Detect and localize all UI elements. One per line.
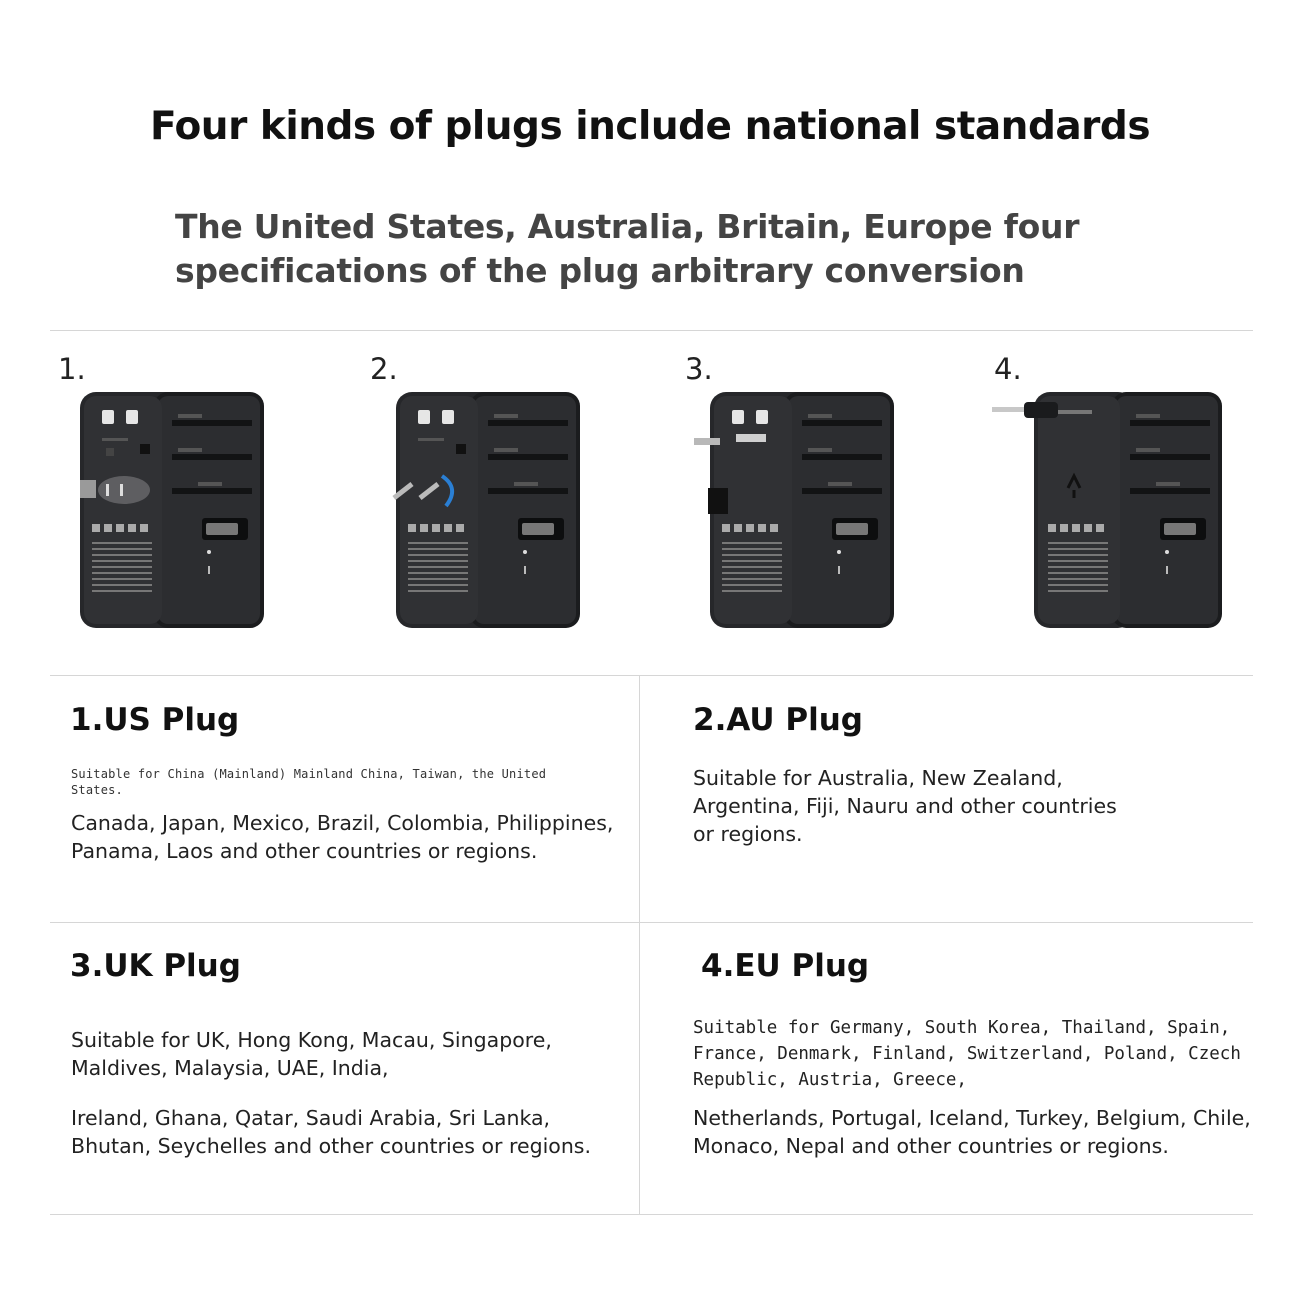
uk-plug-adapter-image	[692, 380, 937, 635]
step-number-3: 3.	[685, 352, 713, 386]
step-number-2: 2.	[370, 352, 398, 386]
divider-grid-top	[50, 675, 1253, 676]
step-number-1: 1.	[58, 352, 86, 386]
us-plug-heading: 1.US Plug	[70, 702, 240, 738]
uk-plug-heading: 3.UK Plug	[70, 948, 241, 984]
page-title: Four kinds of plugs include national standards	[149, 104, 1151, 149]
page-subtitle: The United States, Australia, Britain, Europe four specifications of the plug arbitrary conversion	[175, 207, 1080, 290]
uk-plug-description-more: Ireland, Ghana, Qatar, Saudi Arabia, Sri Lanka, Bhutan, Seychelles and other countries or regions.	[71, 1106, 592, 1158]
us-plug-note: Suitable for China (Mainland) Mainland China, Taiwan, the United States.	[71, 767, 547, 797]
eu-plug-description: Suitable for Germany, South Korea, Thailand, Spain, France, Denmark, Finland, Switzerland, Poland, Czech Republic, Austria, Greece,	[693, 1018, 1241, 1090]
eu-plug-description-more: Netherlands, Portugal, Iceland, Turkey, Belgium, Chile, Monaco, Nepal and other countries or regions.	[693, 1106, 1251, 1158]
au-plug-description: Suitable for Australia, New Zealand, Argentina, Fiji, Nauru and other countries or regions.	[693, 766, 1117, 846]
au-plug-heading: 2.AU Plug	[693, 702, 863, 738]
uk-plug-description: Suitable for UK, Hong Kong, Macau, Singapore, Maldives, Malaysia, UAE, India,	[71, 1028, 552, 1080]
eu-plug-adapter-image	[990, 380, 1235, 635]
divider-grid-bottom	[50, 1214, 1253, 1215]
us-plug-description: Canada, Japan, Mexico, Brazil, Colombia, Philippines, Panama, Laos and other countries or regions.	[71, 811, 614, 863]
step-number-4: 4.	[994, 352, 1022, 386]
divider-grid-middle	[50, 922, 1253, 923]
us-plug-adapter-image	[62, 380, 307, 635]
divider-grid-vertical	[639, 675, 640, 1215]
eu-plug-heading: 4.EU Plug	[701, 948, 870, 984]
au-plug-adapter-image	[378, 380, 623, 635]
divider-top	[50, 330, 1253, 331]
